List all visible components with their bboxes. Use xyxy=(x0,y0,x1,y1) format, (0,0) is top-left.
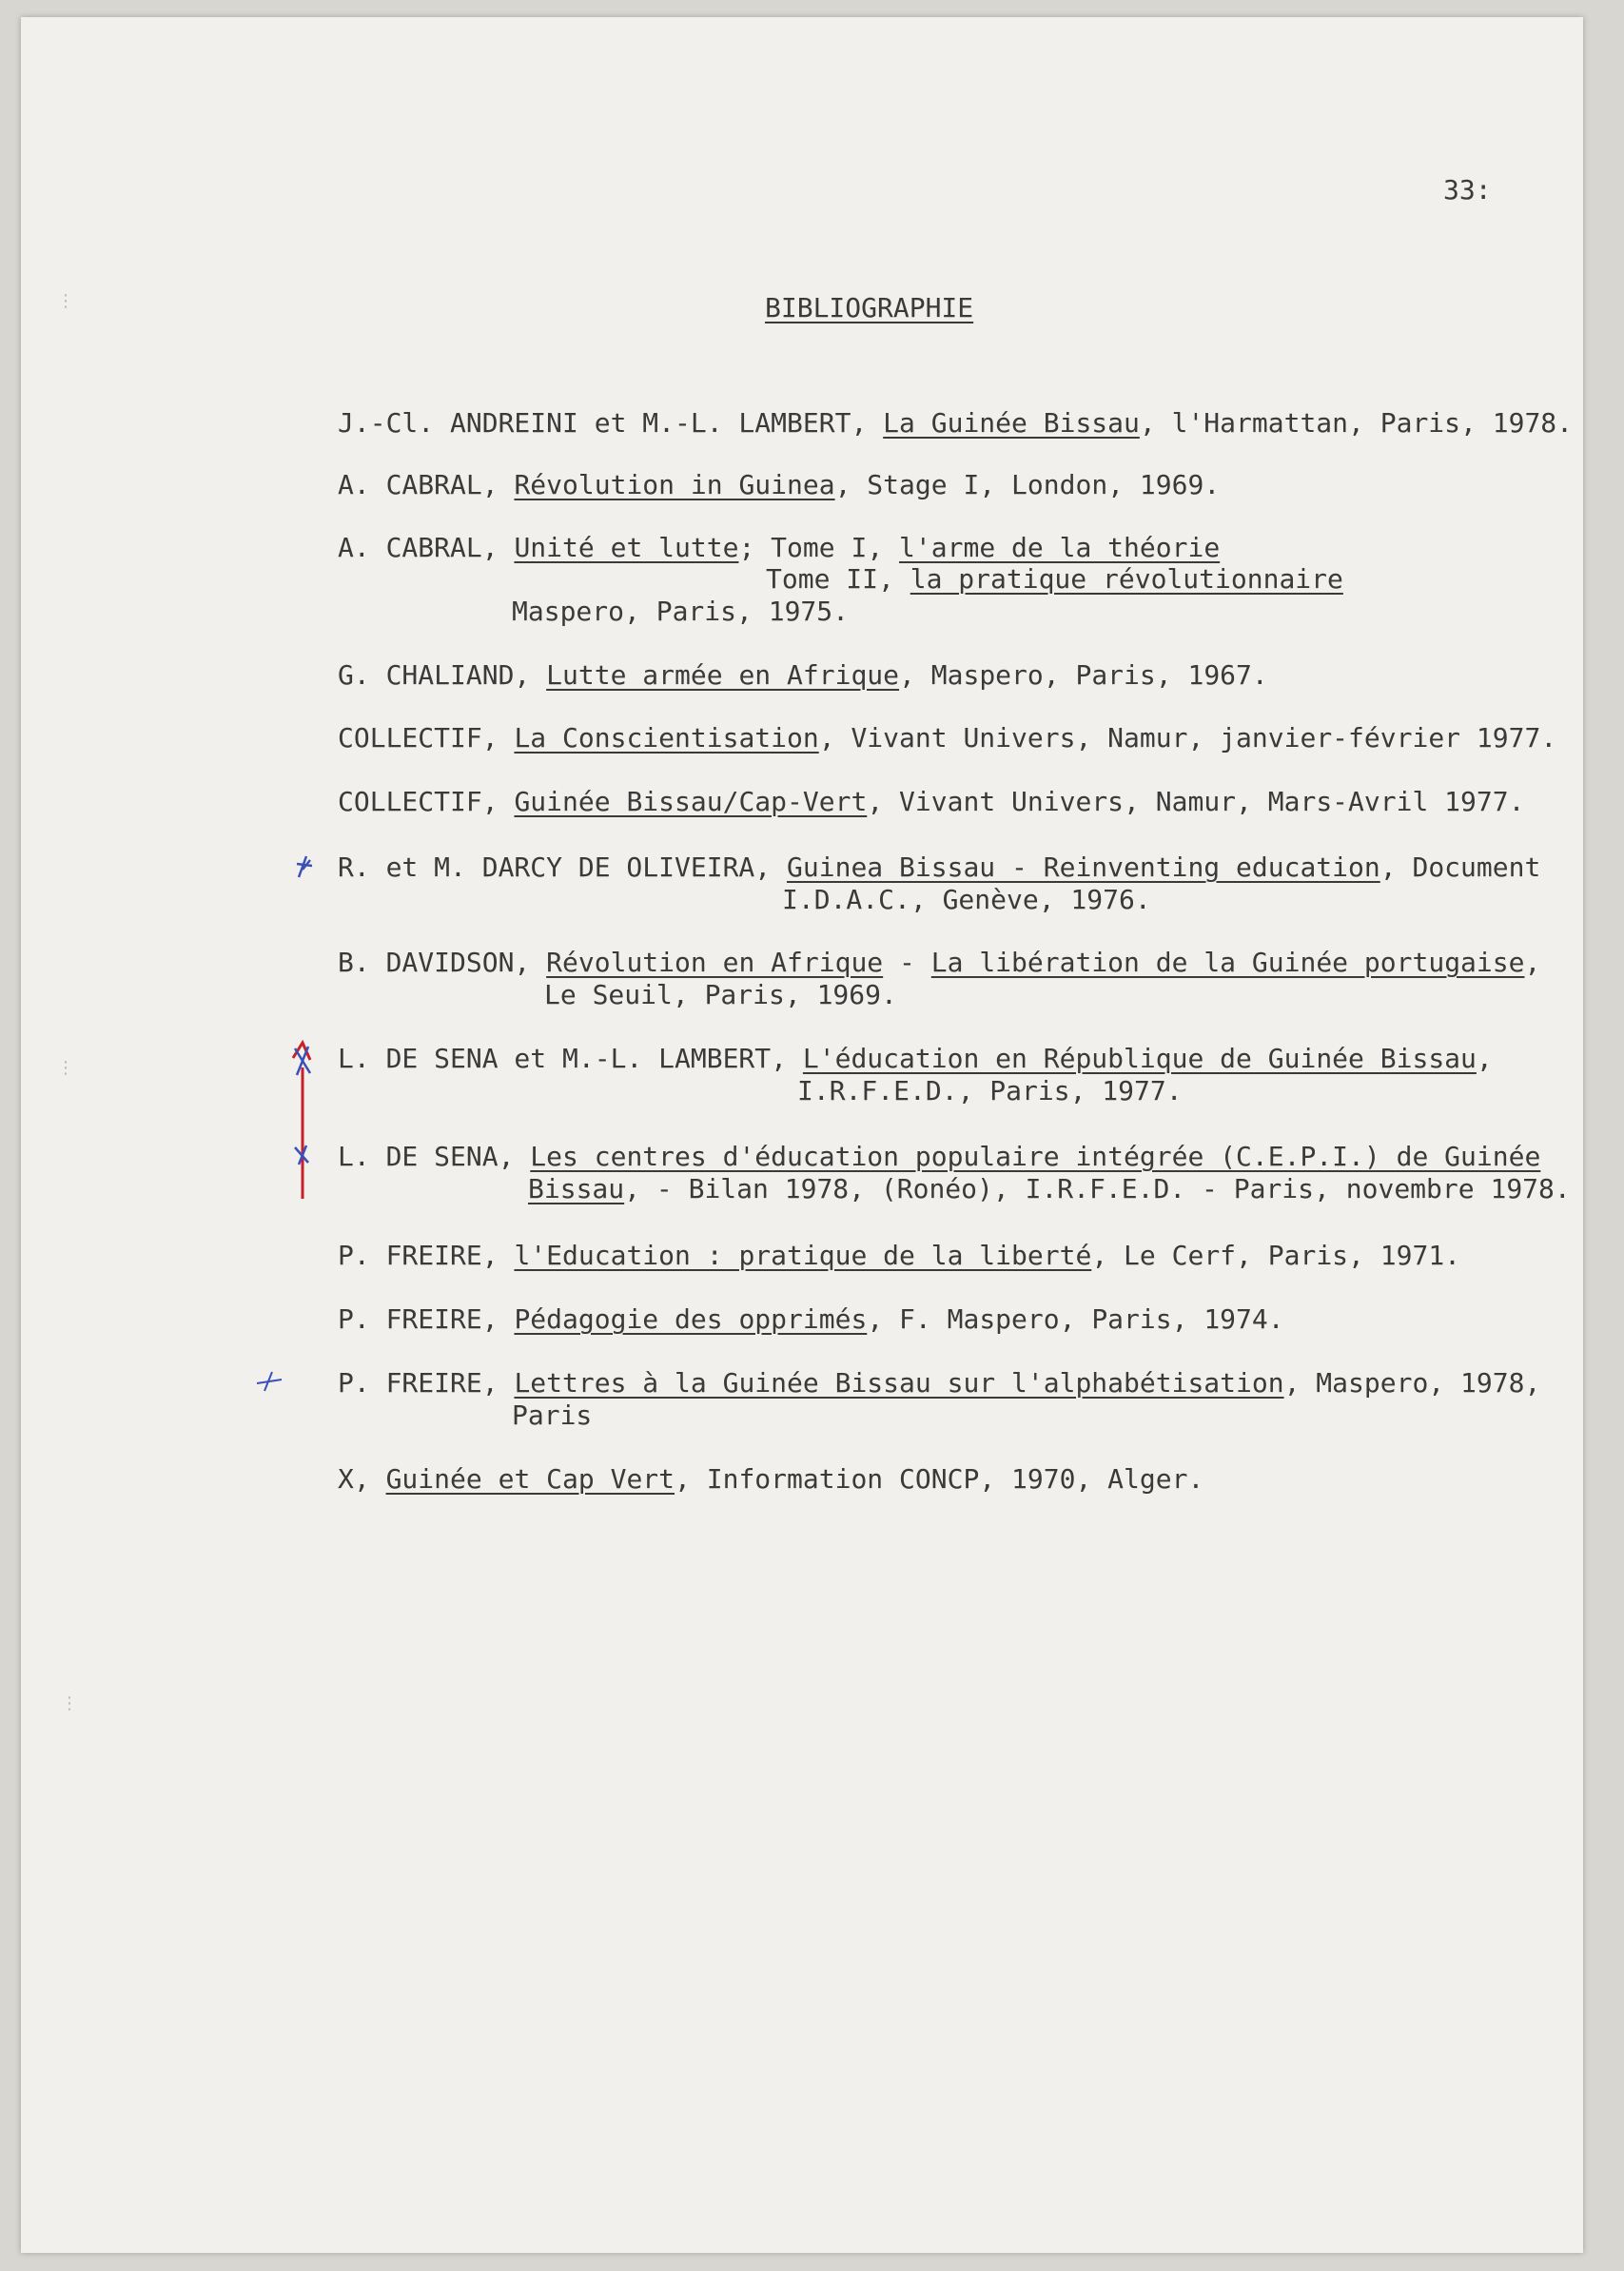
bib-entry: COLLECTIF, Guinée Bissau/Cap-Vert, Vivant Univers, Namur, Mars-Avril 1977. xyxy=(338,786,1525,817)
bib-entry-line: Paris xyxy=(512,1400,593,1431)
bib-entry: P. FREIRE, l'Education : pratique de la liberté, Le Cerf, Paris, 1971. xyxy=(338,1240,1461,1271)
bib-entry-line: I.R.F.E.D., Paris, 1977. xyxy=(797,1075,1183,1106)
binding-mark-icon: ⋮ xyxy=(57,1058,74,1078)
bib-entry: A. CABRAL, Unité et lutte; Tome I, l'arme de la théorie xyxy=(338,532,1221,563)
bib-entry: X, Guinée et Cap Vert, Information CONCP, 1970, Alger. xyxy=(338,1463,1204,1495)
bib-entry: G. CHALIAND, Lutte armée en Afrique, Maspero, Paris, 1967. xyxy=(338,659,1268,691)
blue-pen-mark-icon xyxy=(293,852,316,881)
blue-pen-mark-icon xyxy=(291,1142,314,1168)
page-title: BIBLIOGRAPHIE xyxy=(765,292,974,323)
bib-entry: COLLECTIF, La Conscientisation, Vivant Univers, Namur, janvier-février 1977. xyxy=(338,722,1557,754)
page-number: 33: xyxy=(1443,174,1492,206)
bib-entry: L. DE SENA, Les centres d'éducation populaire intégrée (C.E.P.I.) de Guinée xyxy=(338,1141,1541,1172)
bib-entry-line: Tome II, la pratique révolutionnaire xyxy=(766,563,1343,595)
binding-mark-icon: ⋮ xyxy=(61,1693,78,1713)
bib-entry-line: Bissau, - Bilan 1978, (Ronéo), I.R.F.E.D. - Paris, novembre 1978. xyxy=(528,1173,1571,1204)
red-pen-arrow-icon xyxy=(285,1039,323,1201)
bib-entry: A. CABRAL, Révolution in Guinea, Stage I, London, 1969. xyxy=(338,469,1221,500)
blue-pen-mark-icon xyxy=(255,1370,284,1393)
bib-entry-line: Maspero, Paris, 1975. xyxy=(512,596,850,627)
bib-entry: P. FREIRE, Pédagogie des opprimés, F. Maspero, Paris, 1974. xyxy=(338,1303,1284,1335)
document-page xyxy=(21,17,1583,2253)
bib-entry: P. FREIRE, Lettres à la Guinée Bissau sur l'alphabétisation, Maspero, 1978, xyxy=(338,1367,1541,1399)
bib-entry-line: Le Seuil, Paris, 1969. xyxy=(544,979,897,1010)
bib-entry: L. DE SENA et M.-L. LAMBERT, L'éducation en République de Guinée Bissau, xyxy=(338,1043,1493,1074)
bib-entry: B. DAVIDSON, Révolution en Afrique - La libération de la Guinée portugaise, xyxy=(338,947,1541,978)
bib-entry-line: I.D.A.C., Genève, 1976. xyxy=(782,884,1151,915)
binding-mark-icon: ⋮ xyxy=(57,291,74,311)
bib-entry: J.-Cl. ANDREINI et M.-L. LAMBERT, La Guinée Bissau, l'Harmattan, Paris, 1978. xyxy=(338,407,1574,439)
bib-entry: R. et M. DARCY DE OLIVEIRA, Guinea Bissau - Reinventing education, Document xyxy=(338,852,1541,883)
